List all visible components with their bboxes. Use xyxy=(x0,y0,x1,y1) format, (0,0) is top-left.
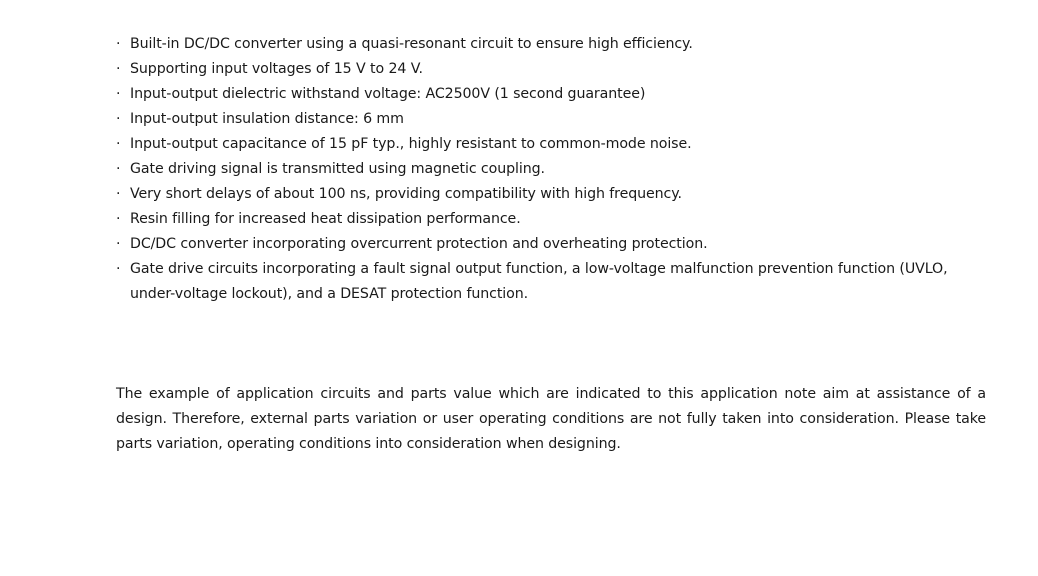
feature-text: Gate drive circuits incorporating a fault signal output function, a low-voltage malfunction prevention function (UVLO, under-voltage lockout), and a DESAT protection function. xyxy=(130,261,948,302)
feature-text: Gate driving signal is transmitted using magnetic coupling. xyxy=(130,161,545,177)
bullet-icon: · xyxy=(116,161,121,177)
feature-item xyxy=(116,82,996,107)
bullet-icon: · xyxy=(116,261,121,277)
bullet-icon: · xyxy=(116,86,121,102)
feature-item xyxy=(116,107,996,132)
bullet-icon: · xyxy=(116,136,121,152)
feature-item xyxy=(116,132,996,157)
feature-text: Supporting input voltages of 15 V to 24 V. xyxy=(130,61,423,77)
feature-item xyxy=(116,157,996,182)
disclaimer-paragraph: The example of application circuits and parts value which are indicated to this application note aim at assistance of a design. Therefore, external parts variation or user operating conditions are not fully taken into consideration. Please take parts variation, operating conditions into consideration when designing. xyxy=(116,386,986,452)
feature-text: Very short delays of about 100 ns, providing compatibility with high frequency. xyxy=(130,186,682,202)
feature-item xyxy=(116,207,996,232)
bullet-icon: · xyxy=(116,61,121,77)
feature-item xyxy=(116,182,996,207)
bullet-icon: · xyxy=(116,236,121,252)
feature-text: Built-in DC/DC converter using a quasi-resonant circuit to ensure high efficiency. xyxy=(130,36,693,52)
feature-text: Input-output capacitance of 15 pF typ., highly resistant to common-mode noise. xyxy=(130,136,692,152)
feature-item xyxy=(116,32,996,57)
feature-text: Input-output insulation distance: 6 mm xyxy=(130,111,404,127)
feature-item xyxy=(116,232,996,257)
feature-text: Resin filling for increased heat dissipation performance. xyxy=(130,211,521,227)
feature-item xyxy=(116,257,996,307)
bullet-icon: · xyxy=(116,111,121,127)
feature-list xyxy=(116,32,996,307)
bullet-icon: · xyxy=(116,211,121,227)
feature-item xyxy=(116,57,996,82)
bullet-icon: · xyxy=(116,186,121,202)
bullet-icon: · xyxy=(116,36,121,52)
feature-text: DC/DC converter incorporating overcurrent protection and overheating protection. xyxy=(130,236,708,252)
feature-text: Input-output dielectric withstand voltage: AC2500V (1 second guarantee) xyxy=(130,86,646,102)
